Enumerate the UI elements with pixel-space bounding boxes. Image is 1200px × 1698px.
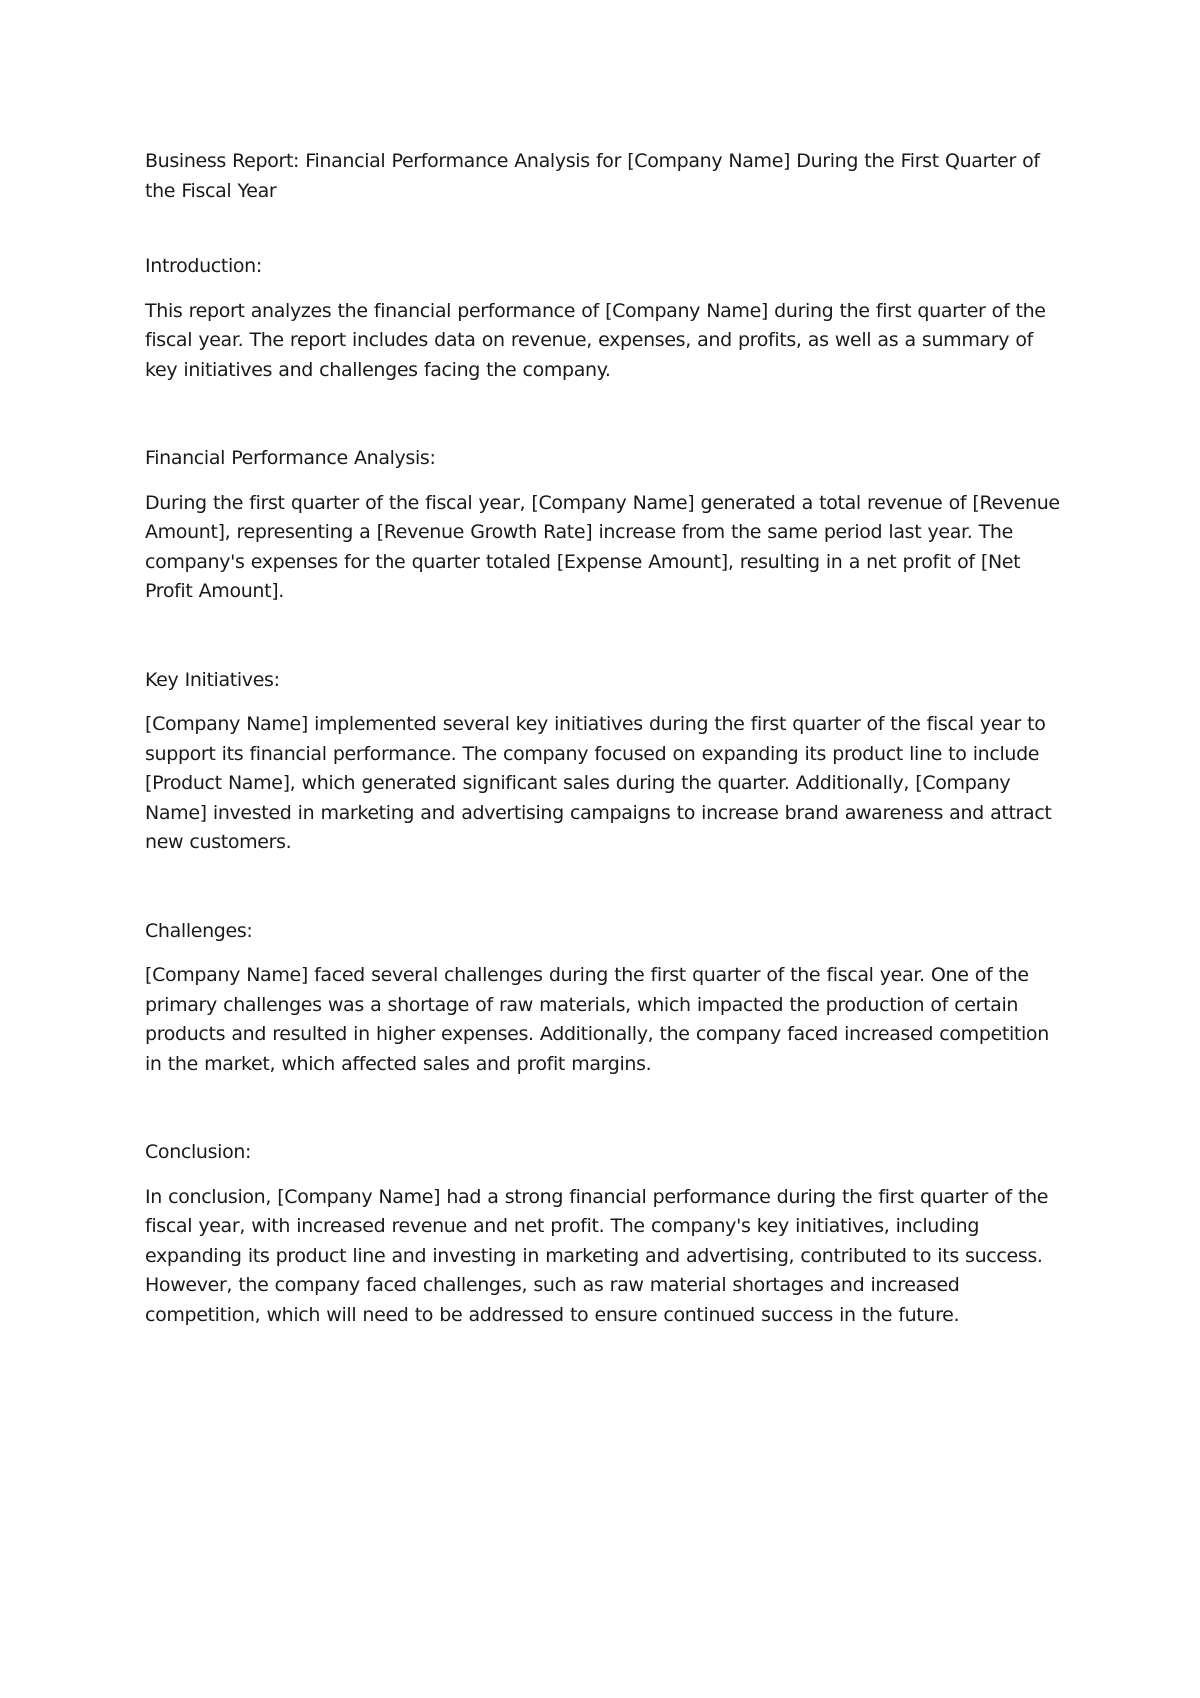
document-body — [145, 147, 1065, 1330]
document-title: Business Report: Financial Performance Analysis for [Company Name] During the First Quarter of the Fiscal Year — [145, 150, 1040, 202]
section-paragraph: This report analyzes the financial performance of [Company Name] during the first quarter of the fiscal year. The report includes data on revenue, expenses, and profits, as well as a summary of key initiatives and challenges facing the company. — [145, 299, 1046, 381]
section-financial-performance — [145, 444, 1065, 607]
section-heading: Financial Performance Analysis: — [145, 447, 436, 469]
section-heading: Challenges: — [145, 919, 253, 942]
section-heading: Conclusion: — [145, 1141, 252, 1163]
section-key-initiatives — [145, 666, 1065, 858]
section-paragraph: [Company Name] implemented several key initiatives during the first quarter of the fiscal year to support its financial performance. The company focused on expanding its product line to include [Product Name], which generated significant sales during the quarter. Additionally, [Company Name] invested in marketing and advertising campaigns to increase brand awareness and attract new customers. — [145, 713, 1052, 853]
section-heading: Introduction: — [145, 255, 262, 277]
section-heading: Key Initiatives: — [145, 668, 280, 691]
section-paragraph: During the first quarter of the fiscal year, [Company Name] generated a total revenue of [Revenue Amount], representing a [Revenue Growth Rate] increase from the same period last year. The company's expenses for the quarter totaled [Expense Amount], resulting in a net profit of [Net Profit Amount]. — [145, 491, 1060, 602]
section-conclusion — [145, 1138, 1065, 1330]
section-paragraph: In conclusion, [Company Name] had a strong financial performance during the first quarter of the fiscal year, with increased revenue and net profit. The company's key initiatives, including expanding its product line and investing in marketing and advertising, contributed to its success. However, the company faced challenges, such as raw material shortages and increased competition, which will need to be addressed to ensure continued success in the future. — [145, 1185, 1049, 1326]
section-challenges — [145, 917, 1065, 1080]
section-paragraph: [Company Name] faced several challenges during the first quarter of the fiscal year. One of the primary challenges was a shortage of raw materials, which impacted the production of certain products and resulted in higher expenses. Additionally, the company faced increased competition in the market, which affected sales and profit margins. — [145, 964, 1049, 1075]
section-introduction — [145, 252, 1065, 385]
